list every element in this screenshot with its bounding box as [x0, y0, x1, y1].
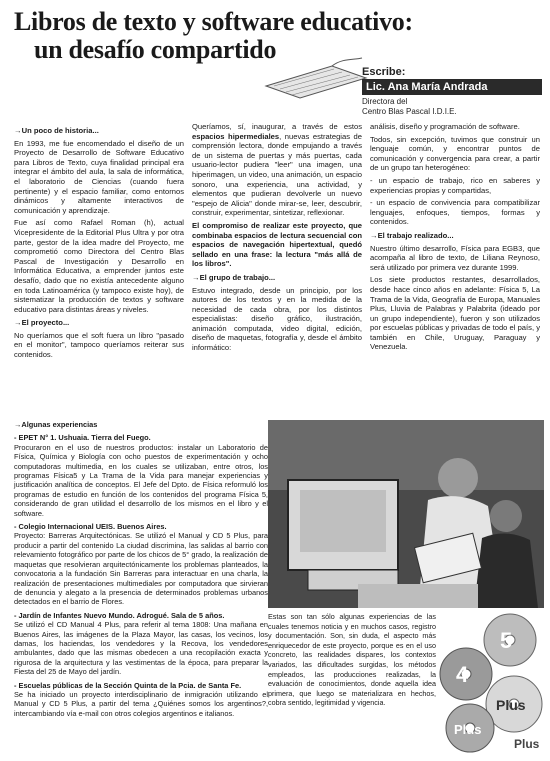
text-span: , nuevas estrategias de comprensión lectora, donde empujando a través de un sistema de puertas y más puertas, cada usuario-lector pudiera "leer" una imagen, una hiperimagen, un video, una animación, un espacio sonoro, una experiencia, una actividad, y elementos que pudieran devolverle un nuevo "espejo de Alicia" donde mirar-se, leer, descubrir, construir, experimentar, sintetizar, reflexionar.	[192, 131, 362, 218]
section-heading-work: → El trabajo realizado...	[370, 231, 540, 241]
experience-body: Procuraron en el uso de nuestros productos: instalar un Laboratorio de Física, Química y Biología con ocho puestos de experimentación y ocho computadoras multimedia, en los cuales se utilizaban, entre otros, los programas Física5 y La Trama de la Vida para manejar experiencias y justificación analítica de conceptos. El Jefe del Dpto. de Física reformuló los programas de estudio en función de los contenidos del programa Física 5, considerando de gran utilidad el desarrollo de los mismos en el libro y el software.	[14, 442, 268, 518]
experience-item	[14, 433, 268, 518]
experience-item	[14, 522, 268, 607]
experience-title: - Colegio Internacional UEIS. Buenos Aires.	[14, 522, 167, 532]
keyboard-illustration	[262, 56, 370, 100]
paragraph: Todos, sin excepción, tuvimos que construir un lenguaje común, y encontrar puntos de comunicación y convergencia para crear, a partir de un grupo tan heterogéneo:	[370, 134, 540, 173]
paragraph: análisis, diseño y programación de software.	[370, 122, 520, 131]
paragraph	[192, 122, 362, 218]
experiences-box	[14, 420, 268, 722]
emphasis-span: espacios hipermediales	[192, 131, 280, 141]
author-role-line-1: Directora del	[362, 97, 408, 106]
section-heading-project: → El proyecto...	[14, 318, 184, 328]
author-role-line-2: Centro Blas Pascal I.D.I.E.	[362, 107, 457, 116]
column-3	[370, 122, 540, 355]
cd-number-4: 4	[456, 662, 469, 687]
experience-title: - Escuelas públicas de la Sección Quinta de la Pcia. de Santa Fe.	[14, 680, 242, 690]
experience-body: Proyecto: Barreras Arquitectónicas. Se utilizó el Manual y CD 5 Plus, para producir a partir del contenido La ciudad discrimina, las salidas al barrio con relevamiento fotográfico por parte de los chicos de 5° grado, la realización de maquetas que resolvieran arquitectónicamente los problemas planteados, la convocatoria a la fundación Sin Barreras para interactuar en una charla, la realización de presentaciones multimediales por computadora que sirvieran de denuncia y alegato a la presencia de determinados problemas urbanos detectados en el barrio de Flores.	[14, 531, 268, 607]
text-span: Queríamos, sí, inaugurar, a través de estos	[192, 122, 362, 131]
experience-title: - Jardín de Infantes Nuevo Mundo. Adrogué. Sala de 5 años.	[14, 610, 225, 620]
paragraph: No queríamos que el soft fuera un libro "pasado en el monitor", tampoco queríamos reiterar sus contenidos.	[14, 330, 184, 360]
experience-item	[14, 611, 268, 677]
paragraph: Estuvo integrado, desde un principio, por los autores de los textos y en la medida de la necesidad de cada obra, por los distintos especialistas: diseño gráfico, ilustración, animación computada, video digital, edición, diseño de maquetas, fotografía y, desde el ámbito informático:	[192, 285, 362, 353]
list-item: - un espacio de convivencia para compatibilizar lenguajes, enfoques, tiempos, formas y contenidos.	[370, 198, 540, 227]
experience-item	[14, 681, 268, 719]
column-2	[192, 122, 362, 356]
experience-title: - EPET N° 1. Ushuaia. Tierra del Fuego.	[14, 433, 151, 443]
list-item: - un espacio de trabajo, rico en saberes y experiencias propias y compartidas,	[370, 175, 540, 195]
experience-body: Se utilizó el CD Manual 4 Plus, para referir al tema 1808: Una mañana en Buenos Aires, las imágenes de la Plaza Mayor, las casas, los vecinos, los damas, los haciendas, los vendedores y la Recova, los vendedores ambulantes, dado que las mismas obedecen a una recopilación exacta y rigurosa de la arquitectura y las vestimentas de la época, para preparar la Fiesta del 25 de Mayo del jardín.	[14, 620, 268, 677]
cd-label-plus: Plus	[454, 722, 482, 737]
photo-caption: Estas son tan sólo algunas experiencias de las cuales tenemos noticia y en muchos casos, registro y documentación. Son, sin duda, el aspecto más enriquecedor de este proyecto, porque es en el uso concreto, las realidades dispares, los contextos variados, las dificultades surgidas, los métodos empleados, las producciones realizadas, la evaluación de conocimientos, donde aquella idea primera, que luego se materializara en hechos, cobra sentido, legitimidad y vigencia.	[268, 612, 436, 708]
author-name: Lic. Ana María Andrada	[362, 79, 542, 95]
paragraph: Fue así como Rafael Roman (h), actual Vicepresidente de la Editorial Plus Ultra y por otra parte, gestor de la idea madre del Proyecto, me comprometió como Directora del Centro Blas Pascal de Investigación y Desarrollo en Informática Educativa, a emprender juntos este desafío, dado que no existía antecedente alguno en toda Latinoamérica (y tampoco existe hoy), de sistematizar la producción de textos y software educativo para distintas áreas y niveles.	[14, 218, 184, 314]
author-box	[362, 66, 542, 117]
paragraph: En 1993, me fue encomendado el diseño de un Proyecto de Desarrollo de Software Educativo para Libros de Texto, cuya finalidad principal era integrar el ámbito del aula, la sala de informática, el laboratorio de Ciencias (cuando fuera pertinente) y el espacio familiar, como entornos dinámicos y altamente interactivos de comunicación y aprendizaje.	[14, 138, 184, 215]
author-role	[362, 97, 542, 117]
title-line-1: Libros de texto y software educativo:	[14, 7, 413, 36]
section-heading-history: → Un poco de historia...	[14, 126, 184, 136]
section-heading-team: → El grupo de trabajo...	[192, 273, 362, 283]
experience-body: Se ha iniciado un proyecto interdisciplinario de inmigración utilizando el Manual y CD 5 Plus, a partir del tema ¿Quiénes somos los argentinos?, intercambiando vía e-mail con otros colegios argentinos e italianos.	[14, 689, 268, 718]
cd-label-plus: Plus	[496, 697, 526, 713]
author-label: Escribe:	[362, 66, 406, 78]
cd-number-5: 5	[500, 628, 513, 653]
cd-label-plus: Plus	[514, 737, 540, 751]
experiences-heading: → Algunas experiencias	[14, 420, 268, 429]
paragraph: Nuestro último desarrollo, Física para EGB3, que acompaña al libro de texto, de Liliana Reynoso, será utilizado por primera vez durante 1999.	[370, 243, 540, 272]
paragraph-bold: El compromiso de realizar este proyecto, que combinaba espacios de lectura secuencial con espacios de navegación hipertextual, quedó sellado en una frase: la lectura "más allá de los libros".	[192, 220, 362, 269]
students-computer-photo	[268, 420, 544, 608]
title-line-2: un desafío compartido	[34, 35, 277, 64]
paragraph: Los siete productos restantes, desarrollados, desde hace cinco años en adelante: Física 5, La Trama de la Vida, Geografía de Europa, Manuales Plus, Lluvia de Palabras y Palabrita (ideado por un grupo independiente), fueron y son utilizados por escuelas públicas y privadas de todo el país, y también en Chile, Uruguay, Paraguay y Venezuela.	[370, 275, 540, 352]
column-1	[14, 122, 184, 363]
cd-discs-illustration	[436, 612, 546, 757]
